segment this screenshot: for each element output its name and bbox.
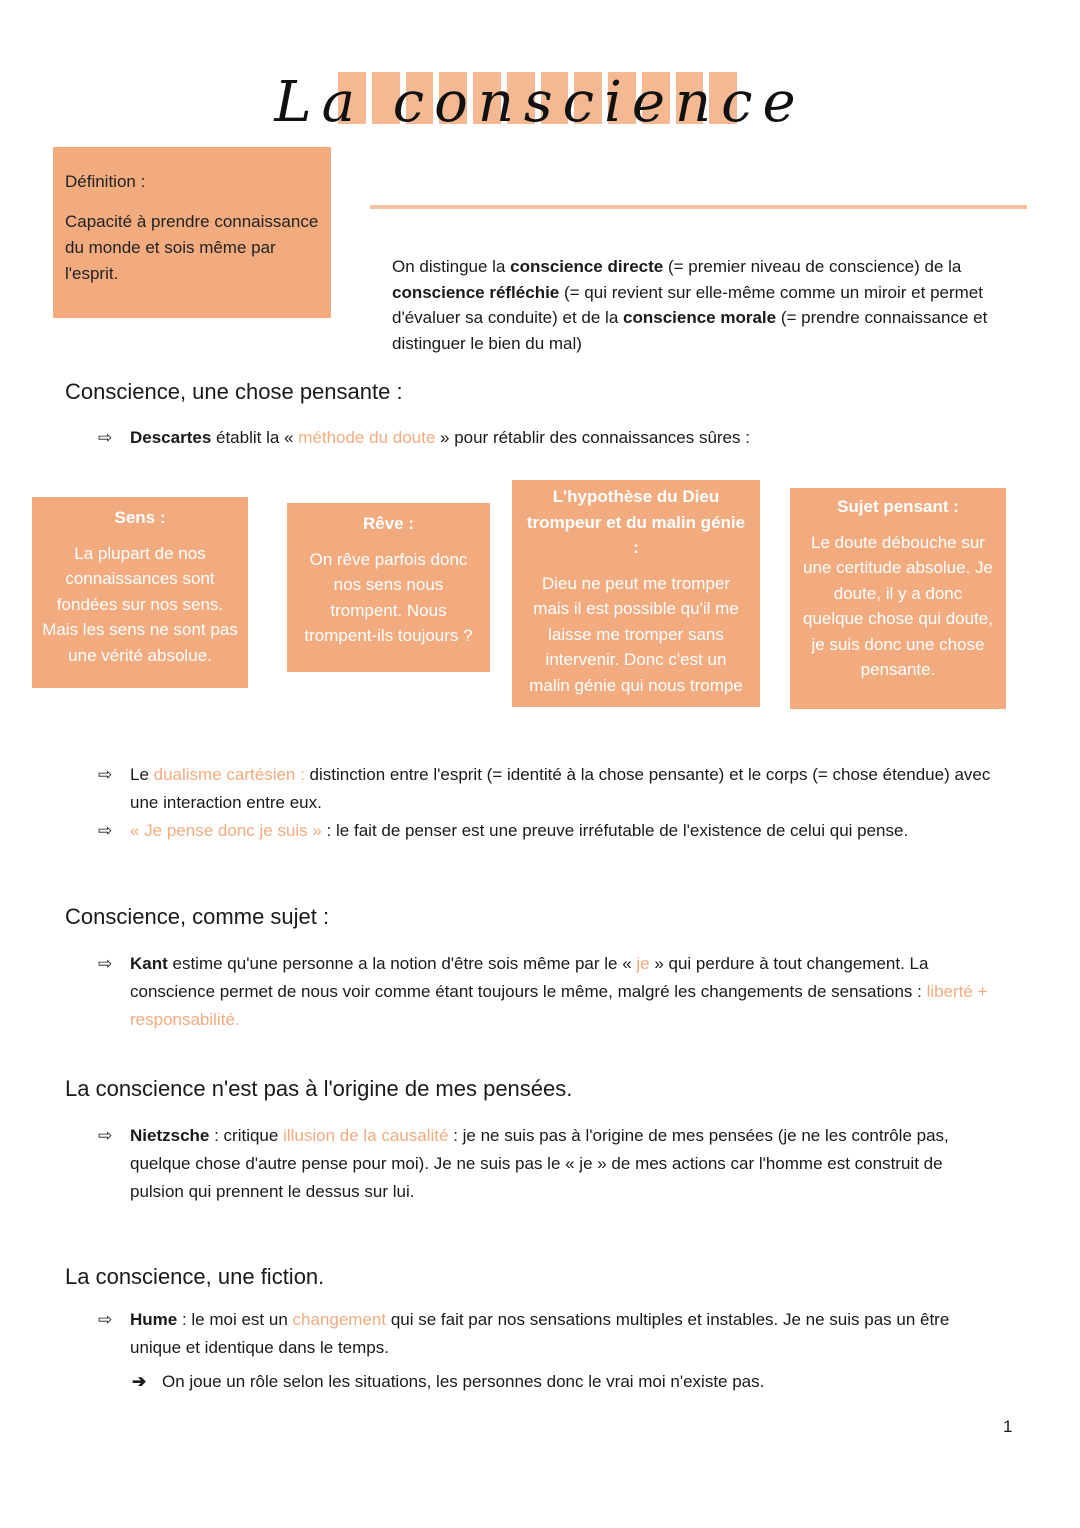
bullet-item [98,424,998,452]
highlighted-term: illusion de la causalité [283,1126,449,1145]
text-segment: qui se fait par nos sensations multiples et instables. Je ne suis pas un être unique et identique dans le temps. [130,1310,950,1357]
bullet-text [130,950,998,1034]
section-heading: La conscience n'est pas à l'origine de mes pensées. [65,1076,573,1101]
bold-term: Hume [130,1310,178,1329]
text-segment: (= qui revient sur elle-même comme un miroir et permet d'évaluer sa conduite) et de la [392,282,983,327]
bullet-item [98,817,998,845]
arrow-icon: ⇨ [98,1126,113,1145]
bold-term: conscience directe [510,257,664,276]
arrow-icon: ⇨ [98,1310,113,1329]
highlighted-term: « Je pense donc je suis » [130,821,322,840]
definition-box [53,147,331,318]
bold-term: conscience réfléchie [392,282,560,302]
bold-term: conscience morale [623,308,777,327]
card-title: L'hypothèse du Dieu trompeur et du malin génie : [526,487,746,557]
title-script: La conscience [274,70,806,135]
card-reve [287,503,490,672]
bullet-text [130,761,998,817]
card-sens [32,497,248,688]
bullet-text [130,1122,998,1206]
intro-paragraph [392,254,1012,356]
text-segment: estime qu'une personne a la notion d'être sois même par le « [167,954,637,973]
section-heading: Conscience, une chose pensante : [65,379,403,404]
definition-text: Capacité à prendre connaissance du monde et sois même par l'esprit. [65,212,319,283]
highlighted-term: dualisme cartésien : [153,765,305,784]
definition-label: Définition : [65,172,146,191]
text-segment: Le [130,765,154,784]
text-segment: » qui perdure à tout changement. La conscience permet de nous voir comme étant toujours le même, malgré les changements de sensations : [130,954,929,1001]
text-segment: (= prendre connaissance et distinguer le bien du mal) [392,308,988,353]
card-sujet-pensant [790,488,1006,709]
bold-term: Descartes [130,428,212,447]
arrow-icon: ⇨ [98,821,113,840]
card-title: Sens : [114,508,166,527]
bullet-text [130,424,998,452]
text-segment: : critique [209,1126,284,1145]
section-heading: Conscience, comme sujet : [65,904,330,929]
divider-line [370,205,1027,209]
bullet-text [130,1306,998,1362]
arrow-icon: ⇨ [98,765,113,784]
card-text: Le doute débouche sur une certitude absolue. Je doute, il y a donc quelque chose qui doute, je suis donc une chose pensante. [803,532,993,679]
highlighted-term: méthode du doute [298,428,436,447]
card-title: Rêve : [362,514,415,533]
bold-term: Nietzsche [130,1126,210,1145]
text-segment: (= premier niveau de conscience) de la [663,257,962,276]
card-text: On rêve parfois donc nos sens nous trompent. Nous trompent-ils toujours ? [304,549,473,645]
arrow-right-icon: ➔ [132,1372,147,1391]
highlighted-term: je [636,954,650,973]
text-segment: On distingue la [392,257,511,276]
text-segment: » pour rétablir des connaissances sûres : [435,428,750,447]
sub-bullet-text: On joue un rôle selon les situations, les personnes donc le vrai moi n'existe pas. [162,1372,765,1391]
sub-bullet-item [132,1368,992,1396]
bullet-item [98,1306,998,1362]
text-segment: : le moi est un [177,1310,293,1329]
text-segment: : je ne suis pas à l'origine de mes pensées (je ne les contrôle pas, quelque chose d'autre pense pour moi). Je ne suis pas le « je » de mes actions car l'homme est construit de pulsion qui prennent le dessus sur lui. [130,1126,949,1201]
bullet-item [98,761,998,817]
bold-term: Kant [130,954,168,973]
text-segment: distinction entre l'esprit (= identité à la chose pensante) et le corps (= chose étendue) avec une interaction entre eux. [130,765,991,812]
highlighted-term: changement [292,1310,387,1329]
arrow-icon: ⇨ [98,428,113,447]
card-text: Dieu ne peut me tromper mais il est possible qu'il me laisse me tromper sans intervenir. Donc c'est un malin génie qui nous trompe en permanence. [529,573,743,720]
text-segment: établit la « [211,428,299,447]
arrow-icon: ⇨ [98,954,113,973]
bullet-item [98,950,998,1034]
card-title: Sujet pensant : [837,497,959,516]
page-title [0,58,1080,138]
card-text: La plupart de nos connaissances sont fondées sur nos sens. Mais les sens ne sont pas une vérité absolue. [42,543,238,665]
bullet-item [98,1122,998,1206]
highlighted-term: liberté + responsabilité. [130,982,988,1029]
section-heading: La conscience, une fiction. [65,1264,325,1289]
text-segment: : le fait de penser est une preuve irréfutable de l'existence de celui qui pense. [321,821,909,840]
bullet-text [130,817,998,845]
card-malin-genie [512,480,760,720]
page-number: 1 [1003,1417,1013,1436]
